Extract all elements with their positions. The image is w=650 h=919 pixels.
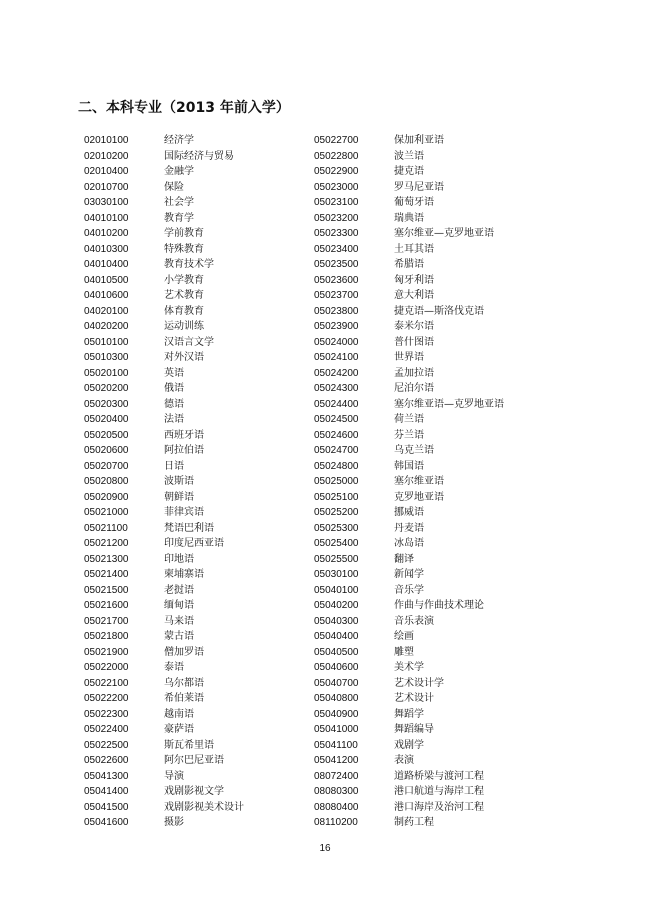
list-item [84, 536, 244, 552]
major-name: 土耳其语 [394, 243, 434, 255]
major-code: 05021900 [84, 646, 129, 658]
major-code: 05025500 [314, 553, 359, 565]
major-code: 04010300 [84, 243, 129, 255]
major-name: 绘画 [394, 631, 414, 642]
major-name: 阿拉伯语 [164, 445, 204, 456]
list-item [84, 288, 244, 304]
list-item [314, 552, 504, 568]
major-name: 制药工程 [394, 817, 434, 828]
list-item [84, 350, 244, 366]
list-item [84, 800, 244, 816]
major-name: 教育学 [164, 212, 194, 224]
major-name: 乌尔都语 [164, 677, 204, 689]
major-code: 05023300 [314, 228, 359, 239]
major-code: 05040700 [314, 677, 359, 689]
list-item [314, 567, 504, 583]
major-name: 芬兰语 [394, 429, 424, 441]
list-item [314, 164, 504, 180]
major-name: 戏剧影视文学 [164, 786, 224, 797]
major-code: 05024600 [314, 429, 359, 441]
list-item [314, 350, 504, 366]
list-item [314, 180, 504, 196]
major-name: 舞蹈学 [394, 708, 424, 720]
major-code: 04010100 [84, 212, 129, 224]
major-name: 对外汉语 [164, 352, 204, 363]
major-code: 05041200 [314, 755, 359, 766]
list-item [314, 428, 504, 444]
major-name: 印地语 [164, 553, 194, 565]
major-code: 05022200 [84, 693, 129, 704]
list-item [84, 273, 244, 289]
list-item [314, 412, 504, 428]
major-name: 金融学 [164, 166, 194, 177]
major-name: 摄影 [164, 817, 184, 828]
major-code: 08080300 [314, 786, 359, 797]
major-code: 08110200 [314, 817, 358, 828]
major-code: 05022800 [314, 150, 359, 162]
major-name: 捷克语—斯洛伐克语 [394, 305, 484, 317]
major-code: 05041100 [314, 739, 358, 751]
major-code: 05022100 [84, 677, 129, 689]
list-item [84, 753, 244, 769]
major-code: 05021700 [84, 615, 129, 627]
major-code: 02010700 [84, 181, 129, 193]
list-item [314, 211, 504, 227]
major-code: 05041400 [84, 786, 129, 797]
list-item [84, 691, 244, 707]
major-code: 05040500 [314, 646, 359, 658]
major-name: 体育教育 [164, 305, 204, 317]
major-name: 翻译 [394, 553, 414, 565]
list-item [84, 583, 244, 599]
major-code: 05041500 [84, 801, 129, 813]
major-name: 僧加罗语 [164, 646, 204, 658]
major-code: 05021200 [84, 538, 129, 549]
major-name: 豪萨语 [164, 724, 194, 735]
major-code: 05021400 [84, 569, 129, 580]
list-item [314, 304, 504, 320]
major-code: 05021800 [84, 631, 129, 642]
list-item [314, 722, 504, 738]
major-code: 05010300 [84, 352, 129, 363]
list-item [84, 784, 244, 800]
major-name: 斯瓦希里语 [164, 739, 214, 751]
major-name: 意大利语 [394, 290, 434, 301]
list-item [84, 304, 244, 320]
right-column [314, 133, 504, 831]
major-name: 克罗地亚语 [394, 491, 444, 503]
major-code: 05025100 [314, 491, 359, 503]
major-code: 05023100 [314, 197, 359, 208]
list-item [84, 428, 244, 444]
major-code: 05040400 [314, 631, 359, 642]
list-item [314, 226, 504, 242]
list-item [314, 443, 504, 459]
major-name: 经济学 [164, 135, 194, 146]
major-code: 05022300 [84, 708, 129, 720]
list-item [84, 645, 244, 661]
major-code: 05021600 [84, 600, 129, 611]
major-code: 05024200 [314, 367, 359, 379]
list-item [314, 366, 504, 382]
major-code: 05021500 [84, 584, 129, 596]
major-name: 世界语 [394, 352, 424, 363]
major-code: 05024000 [314, 336, 359, 348]
list-item [314, 397, 504, 413]
major-name: 英语 [164, 367, 184, 379]
list-item [84, 397, 244, 413]
list-item [314, 769, 504, 785]
major-name: 作曲与作曲技术理论 [394, 600, 484, 611]
list-item [84, 722, 244, 738]
major-name: 丹麦语 [394, 522, 424, 534]
major-name: 梵语巴利语 [164, 522, 214, 534]
major-code: 05041000 [314, 724, 359, 735]
major-name: 俄语 [164, 383, 184, 394]
major-name: 波斯语 [164, 476, 194, 487]
major-name: 音乐学 [394, 584, 424, 596]
list-item [84, 676, 244, 692]
list-item [84, 552, 244, 568]
list-item [84, 226, 244, 242]
major-name: 特殊教育 [164, 243, 204, 255]
list-item [314, 195, 504, 211]
major-code: 04010400 [84, 259, 129, 270]
major-code: 05024300 [314, 383, 359, 394]
list-item [84, 769, 244, 785]
major-name: 越南语 [164, 708, 194, 720]
list-item [314, 707, 504, 723]
major-code: 04020100 [84, 305, 129, 317]
major-code: 05023200 [314, 212, 359, 224]
major-name: 葡萄牙语 [394, 197, 434, 208]
page-number: 16 [319, 843, 331, 854]
list-item [84, 412, 244, 428]
major-name: 港口航道与海岸工程 [394, 786, 484, 797]
list-item [314, 629, 504, 645]
major-code: 05021000 [84, 507, 129, 518]
major-name: 老挝语 [164, 584, 194, 596]
major-code: 05040600 [314, 662, 359, 673]
list-item [314, 133, 504, 149]
major-name: 塞尔维亚语 [394, 476, 444, 487]
list-item [84, 505, 244, 521]
major-code: 05040800 [314, 693, 359, 704]
list-item [314, 800, 504, 816]
major-name: 泰米尔语 [394, 321, 434, 332]
major-code: 04020200 [84, 321, 129, 332]
list-item [84, 180, 244, 196]
list-item [84, 381, 244, 397]
major-code: 05025300 [314, 522, 359, 534]
major-code: 05040100 [314, 584, 359, 596]
major-code: 08080400 [314, 801, 359, 813]
major-name: 保加利亚语 [394, 135, 444, 146]
major-code: 05040900 [314, 708, 359, 720]
major-name: 希腊语 [394, 259, 424, 270]
section-heading: 二、本科专业（2013 年前入学） [78, 100, 290, 116]
major-name: 乌克兰语 [394, 445, 434, 456]
major-name: 小学教育 [164, 274, 204, 286]
list-item [84, 738, 244, 754]
list-item [314, 676, 504, 692]
major-code: 02010100 [84, 135, 129, 146]
major-name: 蒙古语 [164, 631, 194, 642]
major-code: 05023900 [314, 321, 359, 332]
major-name: 挪威语 [394, 507, 424, 518]
major-code: 05022500 [84, 739, 129, 751]
list-item [314, 536, 504, 552]
list-item [314, 645, 504, 661]
list-item [314, 738, 504, 754]
list-item [84, 366, 244, 382]
major-name: 柬埔寨语 [164, 569, 204, 580]
major-name: 舞蹈编导 [394, 724, 434, 735]
list-item [314, 691, 504, 707]
major-code: 05024500 [314, 414, 359, 425]
major-code: 05021100 [84, 522, 128, 534]
list-item [314, 319, 504, 335]
list-item [84, 443, 244, 459]
major-code: 05023600 [314, 274, 359, 286]
major-name: 道路桥梁与渡河工程 [394, 770, 484, 782]
list-item [314, 490, 504, 506]
major-name: 艺术设计学 [394, 677, 444, 689]
major-name: 缅甸语 [164, 600, 194, 611]
major-code: 02010200 [84, 150, 129, 162]
major-name: 捷克语 [394, 166, 424, 177]
major-name: 艺术教育 [164, 290, 204, 301]
major-name: 韩国语 [394, 460, 424, 472]
list-item [314, 598, 504, 614]
list-item [84, 567, 244, 583]
major-name: 波兰语 [394, 150, 424, 162]
major-code: 05022700 [314, 135, 359, 146]
list-item [314, 273, 504, 289]
major-name: 西班牙语 [164, 429, 204, 441]
major-name: 运动训练 [164, 321, 204, 332]
major-name: 塞尔维亚—克罗地亚语 [394, 228, 494, 239]
major-code: 02010400 [84, 166, 129, 177]
major-name: 保险 [164, 181, 184, 193]
list-item [84, 195, 244, 211]
major-code: 05020100 [84, 367, 129, 379]
list-item [84, 474, 244, 490]
list-item [84, 257, 244, 273]
major-code: 04010200 [84, 228, 129, 239]
list-item [84, 660, 244, 676]
list-item [84, 459, 244, 475]
list-item [314, 583, 504, 599]
major-code: 05020500 [84, 429, 129, 441]
list-item [314, 815, 504, 831]
major-code: 05025200 [314, 507, 359, 518]
list-item [84, 242, 244, 258]
major-name: 戏剧影视美术设计 [164, 801, 244, 813]
list-item [314, 753, 504, 769]
major-name: 汉语言文学 [164, 336, 214, 348]
major-code: 05020700 [84, 460, 129, 472]
major-code: 05025000 [314, 476, 359, 487]
major-name: 美术学 [394, 662, 424, 673]
major-code: 05023000 [314, 181, 359, 193]
list-item [314, 505, 504, 521]
major-code: 08072400 [314, 770, 359, 782]
list-item [84, 707, 244, 723]
major-name: 导演 [164, 770, 184, 782]
major-code: 05023700 [314, 290, 359, 301]
major-name: 表演 [394, 755, 414, 766]
list-item [314, 614, 504, 630]
list-item [84, 598, 244, 614]
major-name: 罗马尼亚语 [394, 181, 444, 193]
list-item [314, 288, 504, 304]
major-code: 05020400 [84, 414, 129, 425]
major-name: 希伯莱语 [164, 693, 204, 704]
list-item [314, 784, 504, 800]
major-code: 03030100 [84, 197, 129, 208]
major-code: 05024400 [314, 398, 359, 410]
major-code: 05023800 [314, 305, 359, 317]
major-code: 05041300 [84, 770, 129, 782]
list-item [84, 815, 244, 831]
list-item [84, 164, 244, 180]
major-code: 05030100 [314, 569, 359, 580]
major-code: 05020200 [84, 383, 129, 394]
major-name: 国际经济与贸易 [164, 150, 234, 162]
major-name: 德语 [164, 398, 184, 410]
major-code: 05020300 [84, 398, 129, 410]
major-name: 教育技术学 [164, 259, 214, 270]
major-code: 04010600 [84, 290, 129, 301]
list-item [84, 319, 244, 335]
major-name: 音乐表演 [394, 615, 434, 627]
major-name: 瑞典语 [394, 212, 424, 224]
major-name: 菲律宾语 [164, 507, 204, 518]
major-code: 05010100 [84, 336, 129, 348]
list-item [314, 257, 504, 273]
major-code: 05022900 [314, 166, 359, 177]
major-name: 尼泊尔语 [394, 383, 434, 394]
list-item [84, 149, 244, 165]
major-code: 05020900 [84, 491, 129, 503]
list-item [314, 474, 504, 490]
major-name: 匈牙利语 [394, 274, 434, 286]
list-item [84, 521, 244, 537]
major-code: 05020800 [84, 476, 129, 487]
list-item [314, 335, 504, 351]
list-item [84, 335, 244, 351]
major-code: 05020600 [84, 445, 129, 456]
list-item [314, 521, 504, 537]
list-item [84, 211, 244, 227]
list-item [314, 459, 504, 475]
major-name: 雕塑 [394, 646, 414, 658]
major-name: 冰岛语 [394, 538, 424, 549]
major-code: 05022400 [84, 724, 129, 735]
list-item [84, 490, 244, 506]
major-code: 05025400 [314, 538, 359, 549]
major-name: 戏剧学 [394, 739, 424, 751]
major-name: 朝鲜语 [164, 491, 194, 503]
major-code: 05021300 [84, 553, 129, 565]
major-code: 05040200 [314, 600, 359, 611]
major-code: 05022600 [84, 755, 129, 766]
major-name: 日语 [164, 460, 184, 472]
major-code: 05024800 [314, 460, 359, 472]
major-code: 05024100 [314, 352, 359, 363]
major-code: 05022000 [84, 662, 129, 673]
list-item [314, 242, 504, 258]
major-code: 05023500 [314, 259, 359, 270]
major-name: 艺术设计 [394, 693, 434, 704]
list-item [84, 629, 244, 645]
left-column [84, 133, 244, 831]
major-code: 04010500 [84, 274, 129, 286]
major-name: 普什图语 [394, 336, 434, 348]
major-code: 05040300 [314, 615, 359, 627]
list-item [314, 660, 504, 676]
major-name: 学前教育 [164, 228, 204, 239]
list-item [314, 149, 504, 165]
major-name: 法语 [164, 414, 184, 425]
major-name: 港口海岸及治河工程 [394, 801, 484, 813]
major-code: 05024700 [314, 445, 359, 456]
major-name: 阿尔巴尼亚语 [164, 755, 224, 766]
major-name: 马来语 [164, 615, 194, 627]
major-name: 印度尼西亚语 [164, 538, 224, 549]
major-code: 05041600 [84, 817, 129, 828]
major-name: 社会学 [164, 197, 194, 208]
list-item [84, 614, 244, 630]
major-code: 05023400 [314, 243, 359, 255]
major-name: 荷兰语 [394, 414, 424, 425]
major-name: 塞尔维亚语—克罗地亚语 [394, 398, 504, 410]
major-name: 新闻学 [394, 569, 424, 580]
major-name: 泰语 [164, 662, 184, 673]
list-item [84, 133, 244, 149]
list-item [314, 381, 504, 397]
major-name: 孟加拉语 [394, 367, 434, 379]
